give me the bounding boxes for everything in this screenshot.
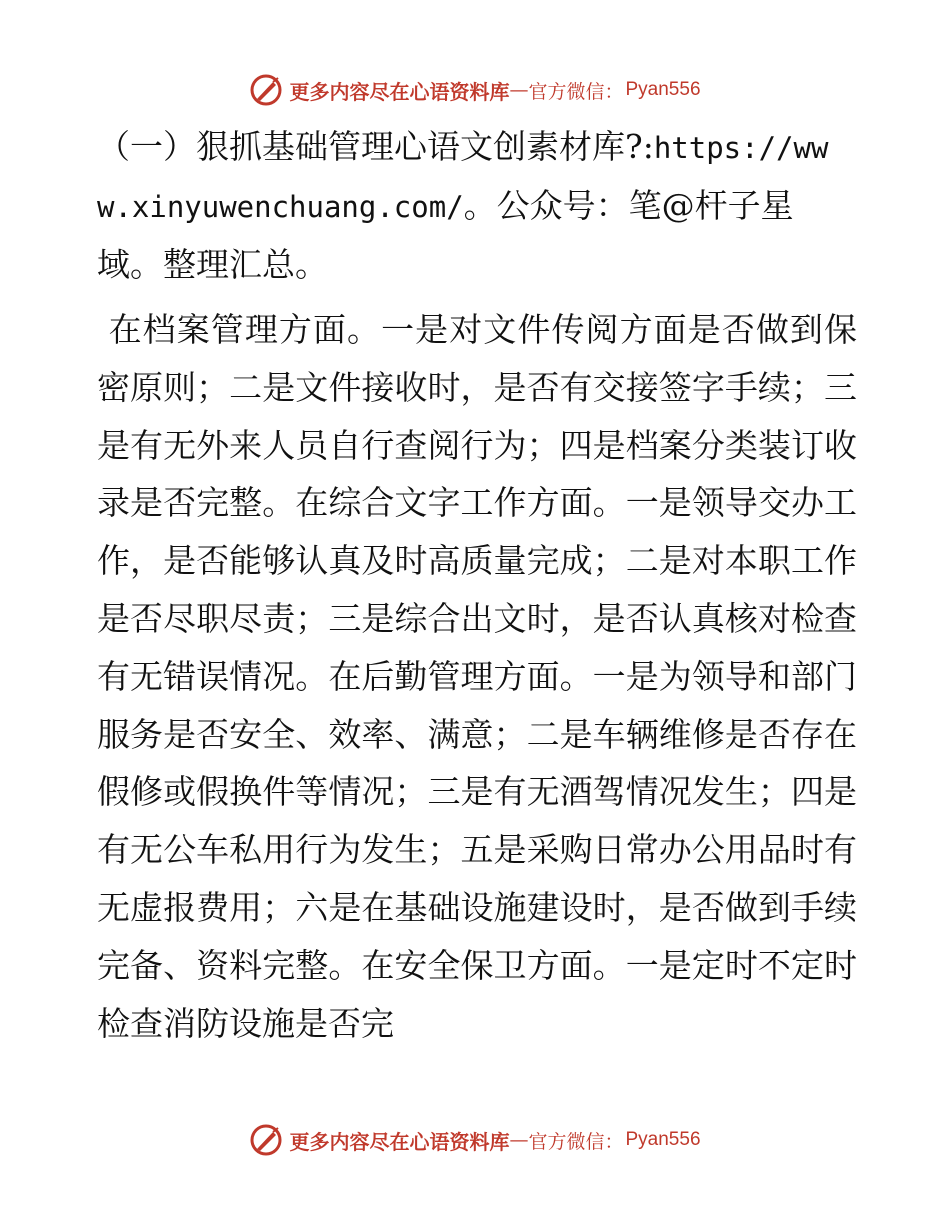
website-url: https://www.xinyuwenchuang.com/ (97, 131, 829, 224)
footer-sub-text: 官方微信： (528, 1130, 624, 1153)
header-banner (0, 70, 950, 110)
footer-wechat-id: Pyan556 (625, 1129, 701, 1150)
body-paragraph-text: 在档案管理方面。一是对文件传阅方面是否做到保密原则；二是文件接收时，是否有交接签字手续；三是有无外来人员自行查阅行为；四是档案分类装订收录是否完整。在综合文字工作方面。一是领导交办工作，是否能够认真及时高质量完成；二是对本职工作是否尽职尽责；三是综合出文时，是否认真核对检查有无错误情况。在后勤管理方面。一是为领导和部门服务是否安全、效率、满意；二是车辆维修是否存在假修或假换件等情况；三是有无酒驾情况发生；四是有无公车私用行为发生；五是采购日常办公用品时有无虚报费用；六是在基础设施建设时，是否做到手续完备、资料完整。在安全保卫方面。一是定时不定时检查消防设施是否完 (97, 310, 857, 1043)
footer-main-text: 更多内容尽在心语资料库 (289, 1129, 510, 1154)
document-body (97, 118, 857, 1052)
quill-pen-logo-icon (249, 1123, 283, 1157)
footer-separator: — (509, 1129, 529, 1151)
quill-pen-logo-icon (249, 73, 283, 107)
section-heading (97, 118, 857, 293)
heading-suffix: 。公众号：笔@杆子星域。整理汇总。 (97, 186, 794, 284)
footer-banner (0, 1120, 950, 1160)
banner-separator: — (509, 79, 529, 101)
banner-sub-text: 官方微信： (528, 80, 624, 103)
body-paragraph (97, 301, 857, 1052)
heading-prefix: （一）狠抓基础管理心语文创素材库?: (97, 127, 654, 166)
banner-main-text: 更多内容尽在心语资料库 (289, 79, 510, 104)
banner-wechat-id: Pyan556 (625, 79, 701, 100)
